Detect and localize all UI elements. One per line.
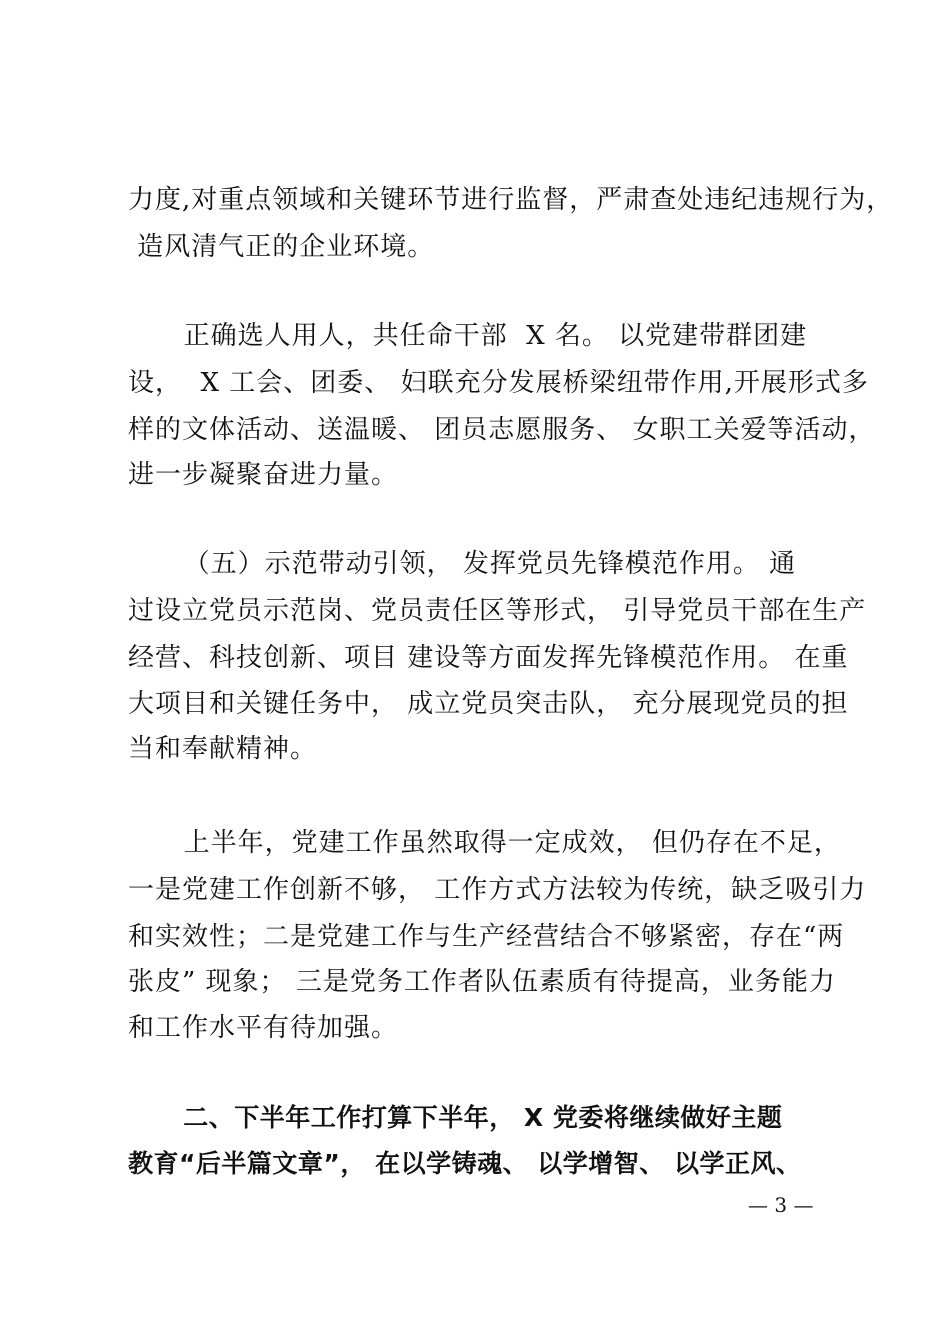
paragraph-3-line-1: （五）示范带动引领， 发挥党员先锋模范作用。 通 bbox=[128, 549, 797, 579]
paragraph-4-line-5: 和工作水平有待加强。 bbox=[128, 1013, 399, 1043]
paragraph-4-line-4: 张皮” 现象； 三是党务工作者队伍素质有待提高，业务能力 bbox=[128, 967, 836, 997]
paragraph-3-line-4: 大项目和关键任务中， 成立党员突击队， 充分展现党员的担 bbox=[128, 689, 849, 719]
paragraph-3-line-5: 当和奉献精神。 bbox=[128, 734, 318, 764]
section-heading-line-1: 二、下半年工作打算下半年， X 党委将继续做好主题 bbox=[128, 1103, 783, 1132]
paragraph-2-line-1: 正确选人用人，共任命干部 X 名。 以党建带群团建 bbox=[128, 321, 808, 351]
page-number: — 3 — bbox=[748, 1193, 814, 1217]
section-heading-line-2: 教育“后半篇文章”， 在以学铸魂、 以学增智、 以学正风、 bbox=[128, 1149, 802, 1178]
paragraph-2-line-3: 样的文体活动、送温暖、 团员志愿服务、 女职工关爱等活动， bbox=[128, 415, 876, 445]
paragraph-4-line-1: 上半年，党建工作虽然取得一定成效， 但仍存在不足， bbox=[128, 828, 841, 858]
paragraph-1-line-2: 造风清气正的企业环境。 bbox=[128, 232, 435, 262]
paragraph-2-line-4: 进一步凝聚奋进力量。 bbox=[128, 460, 399, 490]
paragraph-2-line-2: 设， X 工会、团委、 妇联充分发展桥梁纽带作用,开展形式多 bbox=[128, 368, 869, 398]
paragraph-4-line-2: 一是党建工作创新不够， 工作方式方法较为传统，缺乏吸引力 bbox=[128, 875, 867, 905]
paragraph-1-line-1: 力度,对重点领域和关键环节进行监督，严肃查处违纪违规行为， bbox=[128, 185, 894, 215]
paragraph-3-line-2: 过设立党员示范岗、党员责任区等形式， 引导党员干部在生产 bbox=[128, 596, 867, 626]
paragraph-4-line-3: 和实效性；二是党建工作与生产经营结合不够紧密，存在“两 bbox=[128, 922, 845, 952]
paragraph-3-line-3: 经营、科技创新、项目 建设等方面发挥先锋模范作用。 在重 bbox=[128, 643, 849, 673]
